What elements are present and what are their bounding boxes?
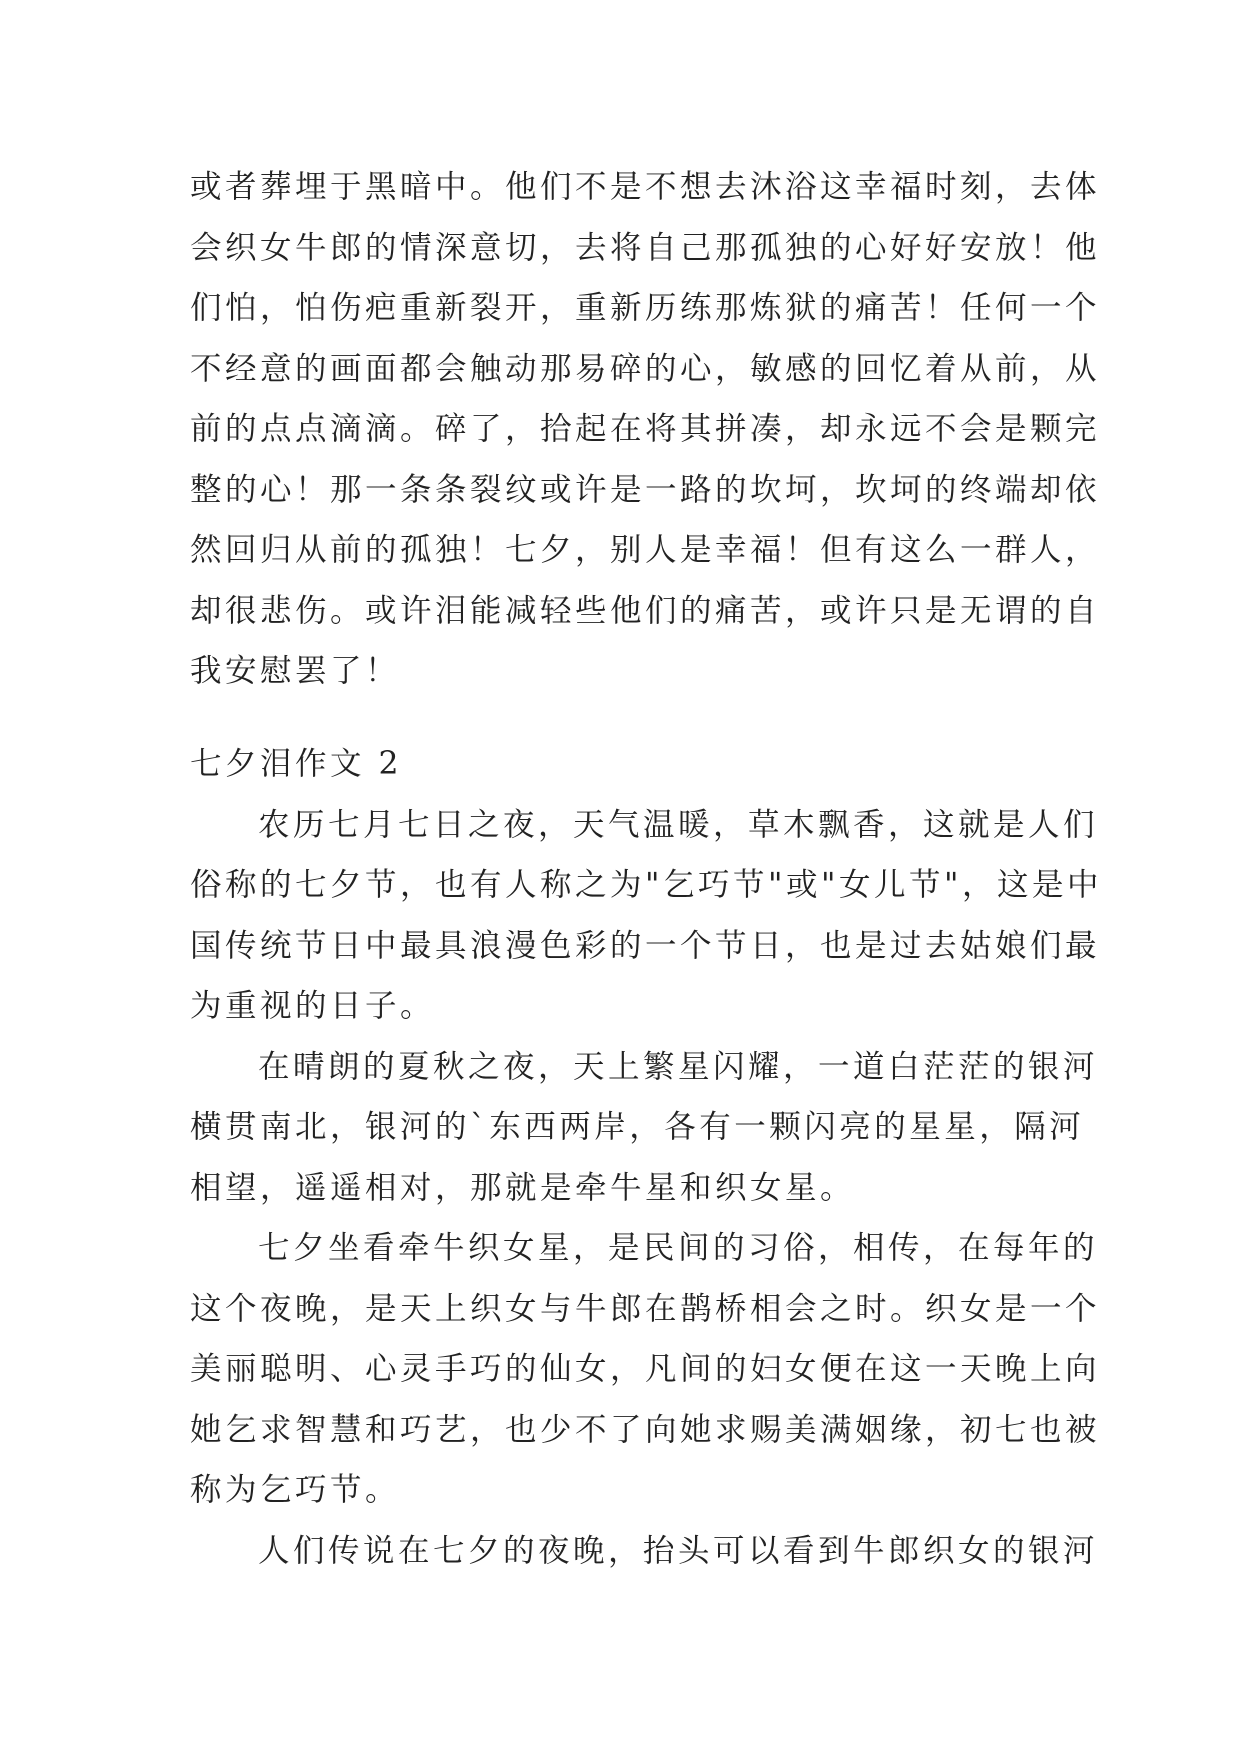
text-line: 不经意的画面都会触动那易碎的心，敏感的回忆着从前，从 <box>190 350 1101 387</box>
text-line: 称为乞巧节。 <box>190 1472 401 1508</box>
text-line: 横贯南北，银河的`东西两岸，各有一颗闪亮的星星，隔河 <box>190 1109 1085 1145</box>
text-line: 俗称的七夕节，也有人称之为"乞巧节"或"女儿节"，这是中 <box>190 867 1102 903</box>
text-line: 然回归从前的孤独！七夕，别人是幸福！但有这么一群人， <box>190 532 1101 568</box>
text-line: 为重视的日子。 <box>190 988 436 1024</box>
text-line: 七夕坐看牵牛织女星，是民间的习俗，相传，在每年的 <box>258 1230 1099 1266</box>
paragraph <box>190 1218 1101 1521</box>
text-line: 人们传说在七夕的夜晚，抬头可以看到牛郎织女的银河 <box>258 1532 1099 1569</box>
text-line: 国传统节日中最具浪漫色彩的一个节日，也是过去姑娘们最 <box>190 927 1101 964</box>
text-line: 整的心！那一条条裂纹或许是一路的坎坷，坎坷的终端却依 <box>190 471 1101 508</box>
text-line: 相望，遥遥相对，那就是牵牛星和织女星。 <box>190 1169 856 1206</box>
text-line: 却很悲伤。或许泪能减轻些他们的痛苦，或许只是无谓的自 <box>190 592 1101 629</box>
text-line: 农历七月七日之夜，天气温暖，草木飘香，这就是人们 <box>258 806 1099 843</box>
essay-body <box>190 734 1102 1581</box>
text-line: 前的点点滴滴。碎了，拾起在将其拼凑，却永远不会是颗完 <box>190 411 1101 447</box>
text-line: 们怕，怕伤疤重新裂开，重新历练那炼狱的痛苦！任何一个 <box>190 290 1101 326</box>
text-line: 或者葬埋于黑暗中。他们不是不想去沐浴这幸福时刻，去体 <box>190 169 1101 205</box>
continuation-paragraph <box>190 157 1101 702</box>
paragraph <box>190 1521 1099 1582</box>
text-line: 她乞求智慧和巧艺，也少不了向她求赐美满姻缘，初七也被 <box>190 1411 1101 1448</box>
paragraph <box>190 1037 1099 1219</box>
text-line: 我安慰罢了！ <box>190 653 401 689</box>
text-line: 这个夜晚，是天上织女与牛郎在鹊桥相会之时。织女是一个 <box>190 1290 1101 1327</box>
text-line: 美丽聪明、心灵手巧的仙女，凡间的妇女便在这一天晚上向 <box>190 1351 1101 1387</box>
text-line: 在晴朗的夏秋之夜，天上繁星闪耀，一道白茫茫的银河 <box>258 1048 1099 1085</box>
text-line: 会织女牛郎的情深意切，去将自己那孤独的心好好安放！他 <box>190 229 1101 266</box>
paragraph <box>190 795 1102 1037</box>
section-title: 七夕泪作文 2 <box>190 746 403 782</box>
